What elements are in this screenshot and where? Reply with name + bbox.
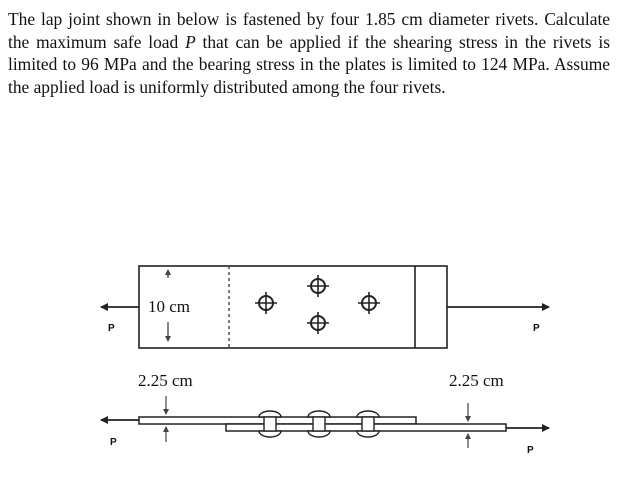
- load-label-right: P: [533, 323, 540, 334]
- width-label: 10 cm: [148, 297, 191, 316]
- rivet: [358, 292, 380, 314]
- side-load-label-left: P: [110, 437, 117, 448]
- thickness-label-right: 2.25 cm: [449, 371, 504, 390]
- load-variable: P: [185, 31, 196, 52]
- rivet: [307, 275, 329, 297]
- rivet: [307, 312, 329, 334]
- side-load-label-right: P: [527, 445, 534, 456]
- problem-text-part2: that can be applied if the shearing stress in the rivets is limited to 96 MPa and the bearing stress in the plates is limited to 124 MPa. Assume the applied load is uniformly distributed among the four rivets.: [8, 31, 610, 97]
- problem-text-part1: The lap joint shown in below is fastened by four 1.85 cm diameter rivets. Calculate the maximum safe load: [8, 9, 610, 52]
- plan-view: [101, 266, 549, 348]
- load-label-left: P: [108, 323, 115, 334]
- thickness-label-left: 2.25 cm: [138, 371, 193, 390]
- side-view: [101, 371, 549, 456]
- rivet: [255, 292, 277, 314]
